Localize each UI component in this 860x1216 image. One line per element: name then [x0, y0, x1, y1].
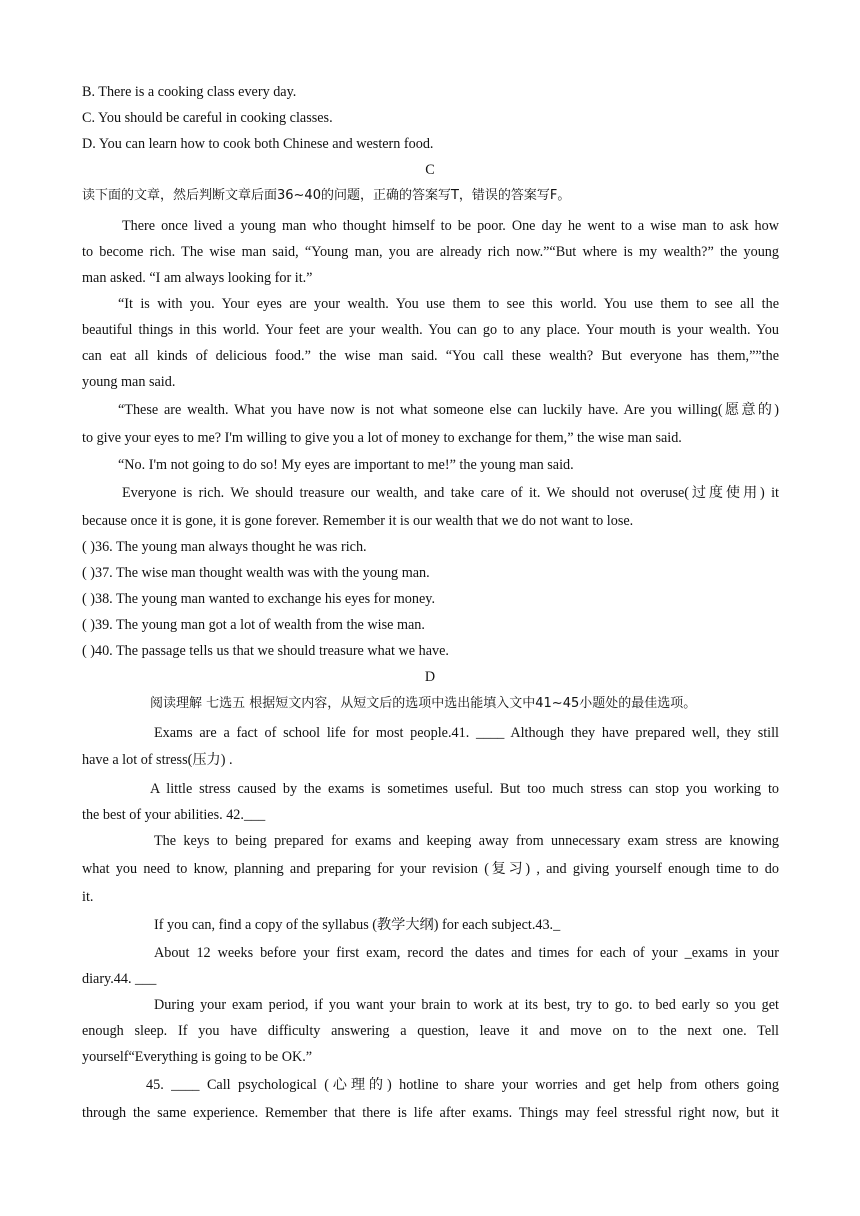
option-d: D. You can learn how to cook both Chinese and western food. [82, 136, 434, 152]
question-38: ( )38. The young man wanted to exchange his eyes for money. [82, 591, 436, 607]
passage-d-line: During your exam period, if you want your brain to work at its best, try to go. to bed early so you get [154, 997, 779, 1013]
section-c-heading: C [425, 162, 435, 178]
passage-c-line: beautiful things in this world. Your feet are your wealth. You can go to any place. Your mouth is your wealth. You [82, 322, 779, 338]
passage-d-line: through the same experience. Remember that there is life after exams. Things may feel stressful right now, but it [82, 1105, 779, 1121]
passage-d-line: diary.44. ___ [82, 971, 157, 987]
passage-d-line: A little stress caused by the exams is sometimes useful. But too much stress can stop you working to [150, 781, 779, 797]
option-c: C. You should be careful in cooking classes. [82, 110, 333, 126]
passage-c-line: “These are wealth. What you have now is not what someone else can luckily have. Are you willing(愿意的) [118, 402, 779, 418]
passage-d-line: Exams are a fact of school life for most people.41. ____ Although they have prepared well, they still [154, 725, 779, 741]
passage-d-line: If you can, find a copy of the syllabus (教学大纲) for each subject.43._ [154, 917, 561, 933]
passage-d-line: The keys to being prepared for exams and keeping away from unnecessary exam stress are knowing [154, 833, 779, 849]
passage-c-line: “No. I'm not going to do so! My eyes are important to me!” the young man said. [118, 457, 574, 473]
passage-c-line: to give your eyes to me? I'm willing to give you a lot of money to exchange for them,” the wise man said. [82, 430, 682, 446]
passage-d-line: the best of your abilities. 42.___ [82, 807, 266, 823]
question-39: ( )39. The young man got a lot of wealth from the wise man. [82, 617, 425, 633]
question-36: ( )36. The young man always thought he was rich. [82, 539, 367, 555]
question-37: ( )37. The wise man thought wealth was with the young man. [82, 565, 430, 581]
passage-d-line: yourself“Everything is going to be OK.” [82, 1049, 313, 1065]
passage-c-line: “It is with you. Your eyes are your wealth. You use them to see this world. You use them to see all the [118, 296, 779, 312]
passage-c-line: can eat all kinds of delicious food.” the wise man said. “You call these wealth? But everyone has them,””the [82, 348, 779, 364]
passage-d-line: have a lot of stress(压力) . [82, 752, 233, 768]
passage-c-line: because once it is gone, it is gone forever. Remember it is our wealth that we do not want to lose. [82, 513, 634, 529]
passage-c-line: to become rich. The wise man said, “Young man, you are already rich now.”“But where is my wealth?” the young [82, 244, 779, 260]
passage-c-line: man asked. “I am always looking for it.” [82, 270, 313, 286]
passage-c-line: There once lived a young man who thought himself to be poor. One day he went to a wise man to ask how [122, 218, 779, 234]
passage-d-line: enough sleep. If you have difficulty answering a question, leave it and move on to the next one. Tell [82, 1023, 779, 1039]
section-d-instruction: 阅读理解 七选五 根据短文内容，从短文后的选项中选出能填入文中41~45小题处的最佳选项。 [150, 696, 697, 711]
option-b: B. There is a cooking class every day. [82, 84, 297, 100]
passage-c-line: young man said. [82, 374, 176, 390]
passage-d-line: About 12 weeks before your first exam, record the dates and times for each of your _exams in your [154, 945, 779, 961]
question-40: ( )40. The passage tells us that we should treasure what we have. [82, 643, 449, 659]
passage-d-line: what you need to know, planning and preparing for your revision (复习) , and giving yourself enough time to do [82, 861, 779, 877]
passage-c-line: Everyone is rich. We should treasure our wealth, and take care of it. We should not overuse(过度使用) it [122, 485, 779, 501]
section-c-instruction: 读下面的文章，然后判断文章后面36~40的问题，正确的答案写T，错误的答案写F。 [82, 188, 571, 203]
passage-d-line: it. [82, 889, 94, 905]
passage-d-line: 45. ____ Call psychological (心理的) hotline to share your worries and get help from others going [146, 1077, 779, 1093]
section-d-heading: D [424, 669, 436, 685]
